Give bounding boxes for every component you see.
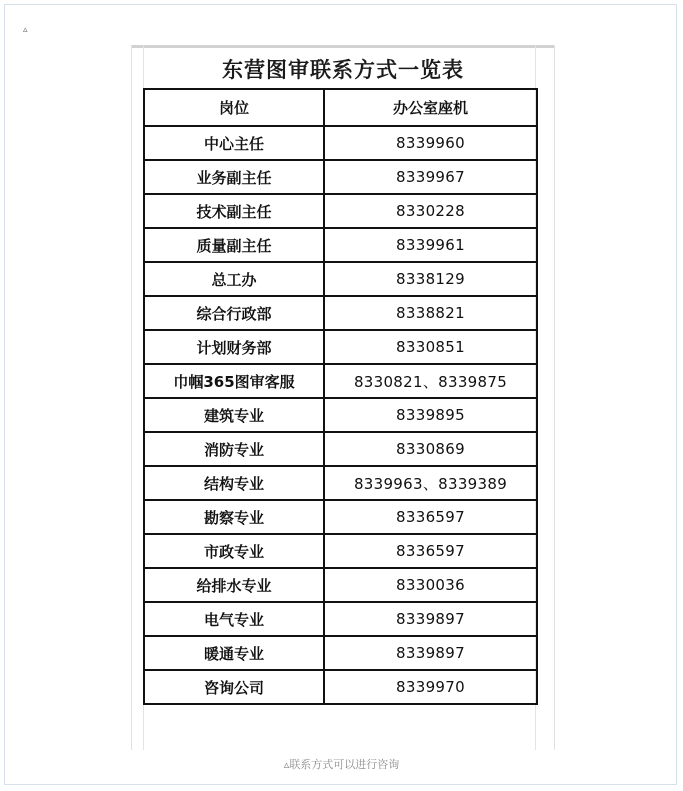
phone-cell: 8330821、8339875 bbox=[324, 364, 537, 398]
table-row bbox=[144, 568, 537, 602]
role-cell: 消防专业 bbox=[144, 432, 324, 466]
spreadsheet-image bbox=[131, 45, 555, 750]
role-cell: 业务副主任 bbox=[144, 160, 324, 194]
phone-cell: 8339967 bbox=[324, 160, 537, 194]
phone-cell: 8339897 bbox=[324, 602, 537, 636]
header-role: 岗位 bbox=[144, 89, 324, 126]
table-row bbox=[144, 636, 537, 670]
role-cell: 计划财务部 bbox=[144, 330, 324, 364]
phone-cell: 8336597 bbox=[324, 534, 537, 568]
role-cell: 综合行政部 bbox=[144, 296, 324, 330]
table-header-row bbox=[144, 89, 537, 126]
table-row bbox=[144, 500, 537, 534]
contacts-table bbox=[143, 88, 538, 705]
role-cell: 给排水专业 bbox=[144, 568, 324, 602]
role-cell: 勘察专业 bbox=[144, 500, 324, 534]
phone-cell: 8330228 bbox=[324, 194, 537, 228]
table-row bbox=[144, 228, 537, 262]
role-cell: 市政专业 bbox=[144, 534, 324, 568]
table-row bbox=[144, 534, 537, 568]
phone-cell: 8339897 bbox=[324, 636, 537, 670]
phone-cell: 8336597 bbox=[324, 500, 537, 534]
phone-cell: 8338821 bbox=[324, 296, 537, 330]
table-row bbox=[144, 126, 537, 160]
phone-cell: 8339895 bbox=[324, 398, 537, 432]
table-row bbox=[144, 670, 537, 704]
phone-cell: 8339963、8339389 bbox=[324, 466, 537, 500]
sheet-title: 东营图审联系方式一览表 bbox=[222, 57, 464, 82]
table-row bbox=[144, 466, 537, 500]
role-cell: 技术副主任 bbox=[144, 194, 324, 228]
table-row bbox=[144, 602, 537, 636]
role-cell: 质量副主任 bbox=[144, 228, 324, 262]
role-cell: 电气专业 bbox=[144, 602, 324, 636]
sheet-top-border bbox=[132, 45, 554, 48]
table-row bbox=[144, 432, 537, 466]
phone-cell: 8330851 bbox=[324, 330, 537, 364]
table-row bbox=[144, 194, 537, 228]
role-cell: 巾帼365图审客服 bbox=[144, 364, 324, 398]
phone-cell: 8339970 bbox=[324, 670, 537, 704]
table-row bbox=[144, 364, 537, 398]
phone-cell: 8339961 bbox=[324, 228, 537, 262]
role-cell: 中心主任 bbox=[144, 126, 324, 160]
role-cell: 咨询公司 bbox=[144, 670, 324, 704]
phone-cell: 8330036 bbox=[324, 568, 537, 602]
table-row bbox=[144, 296, 537, 330]
phone-cell: 8339960 bbox=[324, 126, 537, 160]
table-row bbox=[144, 398, 537, 432]
role-cell: 结构专业 bbox=[144, 466, 324, 500]
table-row bbox=[144, 160, 537, 194]
image-caption: ▵联系方式可以进行咨询 bbox=[283, 758, 400, 771]
role-cell: 建筑专业 bbox=[144, 398, 324, 432]
table-body bbox=[144, 126, 537, 704]
phone-cell: 8338129 bbox=[324, 262, 537, 296]
phone-cell: 8330869 bbox=[324, 432, 537, 466]
table-row bbox=[144, 262, 537, 296]
corner-mark: ▵ bbox=[23, 25, 28, 35]
table-row bbox=[144, 330, 537, 364]
role-cell: 总工办 bbox=[144, 262, 324, 296]
role-cell: 暖通专业 bbox=[144, 636, 324, 670]
header-phone: 办公室座机 bbox=[324, 89, 537, 126]
